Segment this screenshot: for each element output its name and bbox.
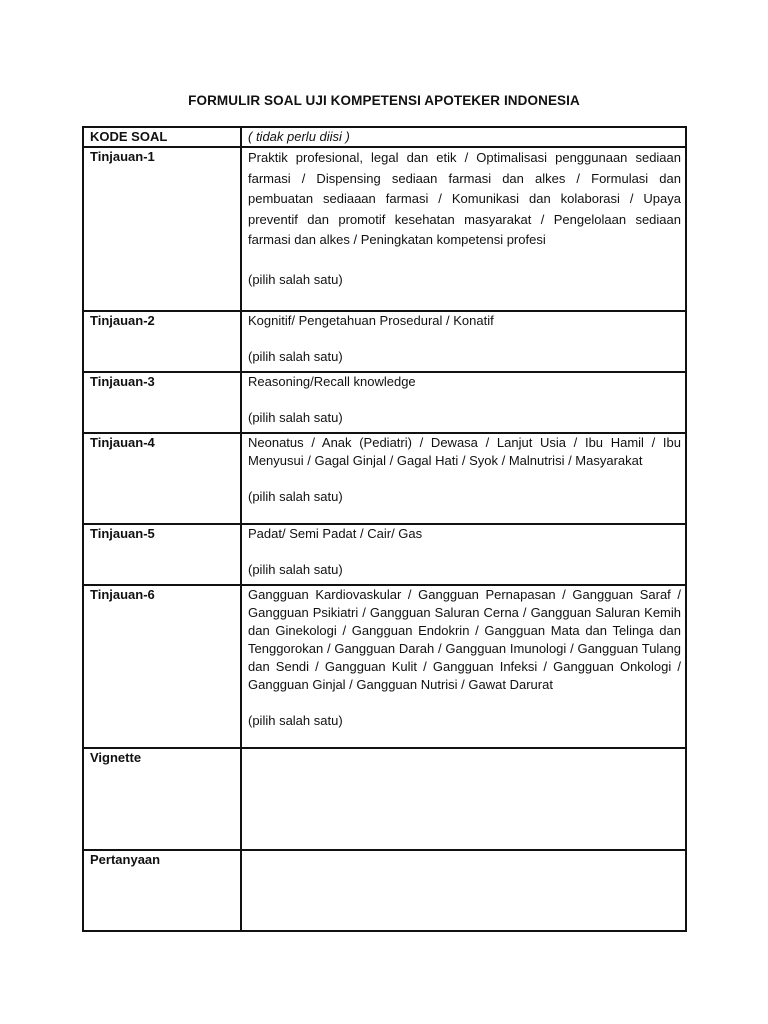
page-title: FORMULIR SOAL UJI KOMPETENSI APOTEKER INDONESIA — [188, 93, 580, 108]
table-row-tinjauan-6 — [83, 585, 686, 748]
tinjauan-2-label: Tinjauan-2 — [83, 311, 241, 372]
tinjauan-3-note: (pilih salah satu) — [248, 410, 343, 425]
tinjauan-3-options: Reasoning/Recall knowledge — [248, 374, 416, 389]
tinjauan-4-note: (pilih salah satu) — [248, 489, 343, 504]
table-row-tinjauan-2 — [83, 311, 686, 372]
table-row-tinjauan-3 — [83, 372, 686, 433]
question-form-table — [82, 126, 687, 932]
tinjauan-5-note: (pilih salah satu) — [248, 562, 343, 577]
tinjauan-2-field[interactable] — [241, 311, 686, 372]
tinjauan-6-note: (pilih salah satu) — [248, 713, 343, 728]
tinjauan-5-field[interactable] — [241, 524, 686, 585]
tinjauan-4-options: Neonatus / Anak (Pediatri) / Dewasa / Lanjut Usia / Ibu Hamil / Ibu Menyusui / Gagal Ginjal / Gagal Hati / Syok / Malnutrisi / Masyarakat — [248, 435, 681, 468]
tinjauan-1-options: Praktik profesional, legal dan etik / Optimalisasi penggunaan sediaan farmasi / Dispensing sediaan farmasi dan alkes / Formulasi dan pembuatan sediaaan farmasi / Komunikasi dan kolaborasi / Upaya preventif dan promotif kesehatan masyarakat / Pengelolaan sediaan farmasi dan alkes / Peningkatan kompetensi profesi — [248, 150, 681, 247]
tinjauan-6-label: Tinjauan-6 — [83, 585, 241, 748]
tinjauan-6-options: Gangguan Kardiovaskular / Gangguan Pernapasan / Gangguan Saraf / Gangguan Psikiatri / Gangguan Saluran Cerna / Gangguan Saluran Kemih dan Ginekologi / Gangguan Endokrin / Gangguan Mata dan Telinga dan Tenggorokan / Gangguan Darah / Gangguan Imunologi / Gangguan Tulang dan Sendi / Gangguan Kulit / Gangguan Infeksi / Gangguan Onkologi / Gangguan Ginjal / Gangguan Nutrisi / Gawat Darurat — [248, 587, 681, 692]
table-row-pertanyaan — [83, 850, 686, 931]
table-row-tinjauan-4 — [83, 433, 686, 524]
tinjauan-4-label: Tinjauan-4 — [83, 433, 241, 524]
kode-soal-hint: ( tidak perlu diisi ) — [248, 129, 350, 144]
table-row-kode-soal — [83, 127, 686, 147]
table-row-vignette — [83, 748, 686, 850]
table-row-tinjauan-5 — [83, 524, 686, 585]
pertanyaan-field[interactable] — [241, 850, 686, 931]
vignette-field[interactable] — [241, 748, 686, 850]
tinjauan-5-options: Padat/ Semi Padat / Cair/ Gas — [248, 526, 423, 541]
tinjauan-2-options: Kognitif/ Pengetahuan Prosedural / Konatif — [248, 313, 494, 328]
pertanyaan-label: Pertanyaan — [83, 850, 241, 931]
kode-soal-label: KODE SOAL — [83, 127, 241, 147]
tinjauan-3-field[interactable] — [241, 372, 686, 433]
tinjauan-1-field[interactable] — [241, 147, 686, 311]
table-row-tinjauan-1 — [83, 147, 686, 311]
kode-soal-field[interactable] — [241, 127, 686, 147]
tinjauan-1-label: Tinjauan-1 — [83, 147, 241, 311]
tinjauan-6-field[interactable] — [241, 585, 686, 748]
tinjauan-3-label: Tinjauan-3 — [83, 372, 241, 433]
tinjauan-1-note: (pilih salah satu) — [248, 271, 343, 287]
tinjauan-5-label: Tinjauan-5 — [83, 524, 241, 585]
vignette-label: Vignette — [83, 748, 241, 850]
tinjauan-2-note: (pilih salah satu) — [248, 349, 343, 364]
tinjauan-4-field[interactable] — [241, 433, 686, 524]
